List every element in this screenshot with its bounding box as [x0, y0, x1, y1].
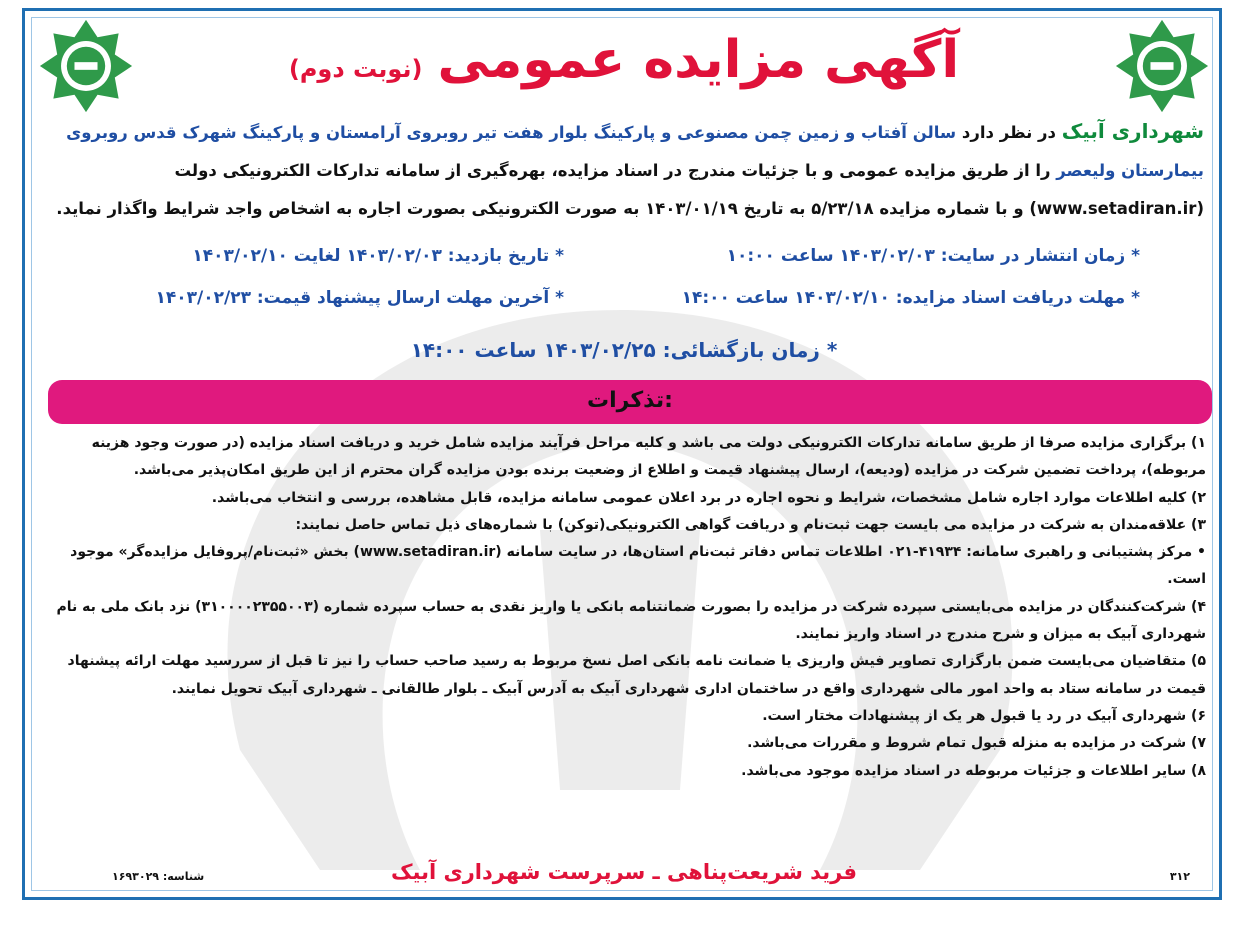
signature: فرید شریعت‌پناهی ـ سرپرست شهرداری آبیک	[391, 860, 857, 884]
notes-title: تذکرات:	[587, 388, 673, 413]
headline	[0, 24, 1248, 98]
note-item: ۵) متقاضیان می‌بایست ضمن بارگزاری تصاویر فیش واریزی یا ضمانت نامه بانکی اصل نسخ مربوط به رسید صاحب حساب را نیز تا قبل از سررسید مهلت ارائه پیشنهاد قیمت در سامانه ستاد به واحد امور مالی شهرداری واقع در ساختمان اداری شهرداری آبیک به آدرس آبیک ـ بلوار طالقانی ـ شهرداری آبیک تحویل نمایند.	[67, 653, 1206, 697]
docs-deadline: * مهلت دریافت اسناد مزایده: ۱۴۰۳/۰۲/۱۰ ساعت ۱۴:۰۰	[681, 288, 1140, 308]
note-item: • مرکز پشتیبانی و راهبری سامانه: ۴۱۹۳۴-۰۲۱ اطلاعات تماس دفاتر ثبت‌نام استان‌ها، در سایت سامانه (www.setadiran.ir) بخش «ثبت‌نام/پروفایل مزایده‌گر» موجود است.	[70, 544, 1206, 588]
publish-time: * زمان انتشار در سایت: ۱۴۰۳/۰۲/۰۳ ساعت ۱۰:۰۰	[726, 246, 1140, 266]
info-row-2	[44, 288, 1204, 318]
bid-deadline: * آخرین مهلت ارسال پیشنهاد قیمت: ۱۴۰۳/۰۲/۲۳	[155, 288, 564, 308]
intro-paragraph	[44, 112, 1204, 228]
ad-subtitle: (نوبت دوم)	[288, 55, 423, 83]
note-item: ۸) سایر اطلاعات و جزئیات مربوطه در اسناد مزایده موجود می‌باشد.	[741, 762, 1206, 779]
intro-part1: در نظر دارد	[956, 123, 1062, 142]
intro-part2: را از طریق مزایده عمومی و با جزئیات مندرج در اسناد مزایده، بهره‌گیری از سامانه تدارکات الکترونیکی دولت	[174, 161, 1057, 180]
opening-time: * زمان بازگشائی: ۱۴۰۳/۰۲/۲۵ ساعت ۱۴:۰۰	[410, 338, 838, 362]
note-item: ۲) کلیه اطلاعات موارد اجاره شامل مشخصات، شرایط و نحوه اجاره در برد اعلان عمومی سامانه مزایده، قابل مشاهده، بررسی و انتخاب می‌باشد.	[211, 489, 1206, 506]
note-item: ۱) برگزاری مزایده صرفا از طریق سامانه تدارکات الکترونیکی دولت می باشد و کلیه مراحل فرآیند مزایده شامل خرید و دریافت اسناد مزایده (در صورت وجود هزینه مربوطه)، پرداخت تضمین شرکت در مزایده (ودیعه)، ارسال پیشنهاد قیمت و اطلاع از وضعیت برنده بودن مزایده گران محترم از این طریق امکان‌پذیر می‌باشد.	[91, 435, 1206, 479]
notes-title-bar	[48, 380, 1212, 424]
ad-title: آگهی مزایده عمومی	[437, 30, 960, 90]
note-item: ۳) علاقه‌مندان به شرکت در مزایده می بایست جهت ثبت‌نام و دریافت گواهی الکترونیکی(توکن) با شماره‌های ذیل تماس حاصل نمایند:	[295, 516, 1206, 533]
intro-assets: سالن آفتاب و زمین چمن مصنوعی و پارکینگ بلوار هفت تیر روبروی آرامستان و پارکینگ شهرک قدس روبروی بیمارستان ولیعصر	[66, 123, 1204, 180]
ad-number: ۳۱۲	[1169, 870, 1190, 883]
org-name: شهرداری آبیک	[1061, 119, 1204, 143]
visit-date: * تاریخ بازدید: ۱۴۰۳/۰۲/۰۳ لغایت ۱۴۰۳/۰۲/۱۰	[192, 246, 564, 266]
note-item: ۴) شرکت‌کنندگان در مزایده می‌بایستی سپرده شرکت در مزایده را بصورت ضمانتنامه بانکی یا واریز نقدی به حساب سپرده شماره (۳۱۰۰۰۰۲۳۵۵۰۰۳) نزد بانک ملی به نام شهرداری آبیک به میزان و شرح مندرج در اسناد واریز نمایند.	[56, 598, 1206, 643]
note-item: ۶) شهرداری آبیک در رد یا قبول هر یک از پیشنهادات مختار است.	[762, 707, 1206, 724]
ad-id: شناسه: ۱۶۹۳۰۲۹	[112, 870, 205, 883]
footer	[44, 860, 1204, 890]
note-item: ۷) شرکت در مزایده به منزله قبول تمام شروط و مقررات می‌باشد.	[747, 735, 1206, 752]
intro-part3: (www.setadiran.ir) و با شماره مزایده ۵/۲۳/۱۸ به تاریخ ۱۴۰۳/۰۱/۱۹ به صورت الکترونیکی بصورت اجاره به اشخاص واجد شرایط واگذار نماید.	[56, 199, 1204, 218]
info-row-1	[44, 246, 1204, 276]
notes-list	[46, 430, 1206, 785]
